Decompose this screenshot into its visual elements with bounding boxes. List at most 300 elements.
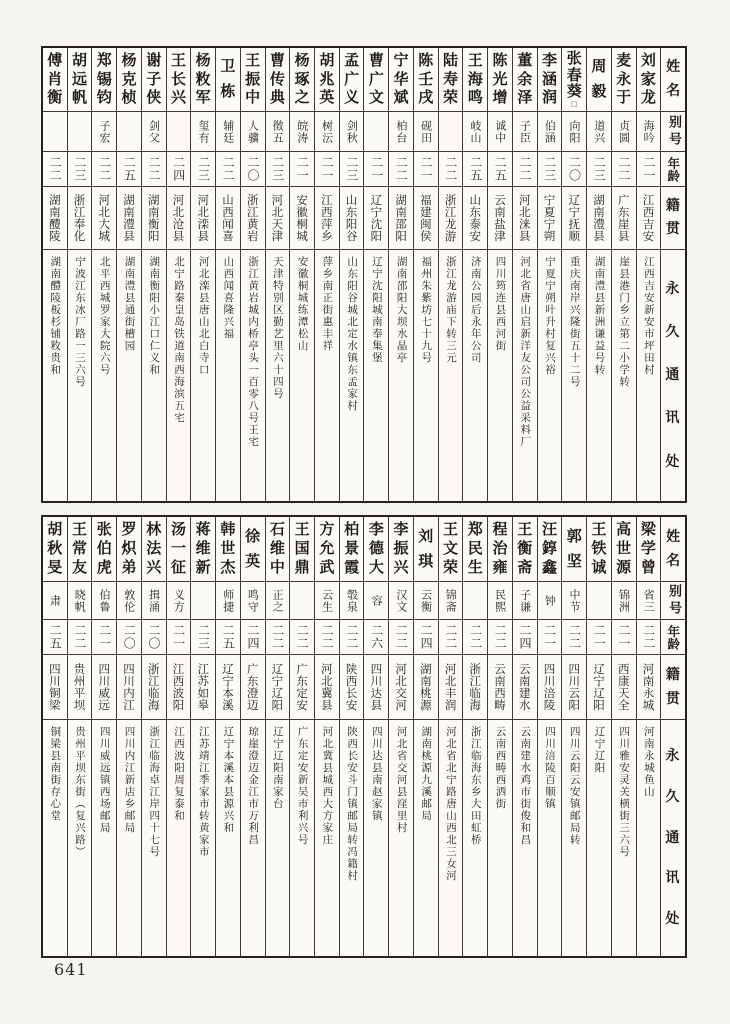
address-cell: 浙江黄岩城内桥亭头一百零八号王宅 (247, 256, 260, 448)
char: 润 (541, 88, 557, 107)
char: 李 (368, 520, 384, 539)
address-cell: 四川雅安灵关横街三六号 (618, 726, 631, 858)
char: 衡 (517, 539, 533, 558)
native-place-cell: 江苏如皋 (191, 655, 215, 720)
char: 秋 (47, 539, 63, 558)
native-place-cell: 云南建水 (513, 655, 537, 720)
address-cell: 江西吉安新安市坪田村 (642, 256, 655, 376)
char: 鼎 (294, 558, 310, 577)
address-cell: 湖南邵阳大坝水晶亭 (395, 256, 408, 364)
char: 敉 (195, 69, 211, 88)
alias-cell: 彀泉 (340, 582, 364, 620)
char: 郑 (467, 520, 483, 539)
char: 姓 (666, 59, 681, 76)
name-cell (414, 48, 438, 112)
char: 新 (195, 558, 211, 577)
age-cell: 二三 (191, 152, 215, 187)
alias-cell: 鸣守 (241, 582, 265, 620)
char: 张 (566, 48, 582, 67)
address-cell: 山西闻喜隆兴福 (222, 256, 235, 340)
char: 英 (245, 551, 261, 570)
address-cell: 辽宁本溪本县源兴和 (222, 726, 235, 834)
name-cell (167, 517, 191, 582)
char: 罗 (121, 520, 137, 539)
char: 籍 (665, 197, 681, 214)
age-cell: 二一 (92, 620, 116, 655)
char: 之 (294, 88, 310, 107)
name-cell (92, 517, 116, 582)
char: 胡 (319, 50, 335, 69)
age-cell: 二二 (290, 620, 314, 655)
address-cell: 河北省交河县窪里村 (395, 726, 408, 834)
native-place-cell: 湖南醴陵 (43, 187, 67, 250)
char: 久 (665, 788, 681, 805)
page-number: 641 (54, 960, 88, 979)
name-cell (191, 48, 215, 112)
name-cell (439, 517, 463, 582)
person-column (537, 517, 562, 956)
native-place-cell: 辽宁辽阳 (266, 655, 290, 720)
char: 兆 (319, 69, 335, 88)
native-place-cell: 广东定安 (290, 655, 314, 720)
address-cell: 山东阳谷城北定水镇东孟家村 (346, 256, 359, 412)
alias-cell: 皖涛 (290, 112, 314, 152)
alias-cell: 晓帆 (68, 582, 92, 620)
char: 于 (616, 88, 632, 107)
char: 兴 (170, 88, 186, 107)
address-cell: 河南永城鱼山 (642, 726, 655, 798)
person-column (561, 48, 586, 501)
char: 杨 (121, 50, 137, 69)
name-cell (538, 48, 562, 112)
person-column (586, 48, 611, 501)
char: 王 (467, 50, 483, 69)
char: 诚 (591, 558, 607, 577)
char: 姓 (666, 528, 681, 545)
native-place-cell: 四川铜梁 (43, 655, 67, 720)
char: 生 (467, 558, 483, 577)
char: 王 (443, 520, 459, 539)
person-column (215, 48, 240, 501)
char: 孟 (344, 50, 360, 69)
char: 蒋 (195, 520, 211, 539)
address-cell: 辽宁辽阳 (593, 726, 606, 774)
name-cell (389, 48, 413, 112)
char: 王 (294, 520, 310, 539)
person-column (43, 48, 67, 501)
person-column (537, 48, 562, 501)
char: 光 (492, 69, 508, 88)
person-column (363, 48, 388, 501)
age-cell: 二二 (463, 620, 487, 655)
address-cell: 天津特别区勤艺里六十四号 (271, 256, 284, 400)
alias-cell: 徵五 (266, 112, 290, 152)
age-cell: 二二 (315, 620, 339, 655)
native-place-cell: 云南西畴 (488, 655, 512, 720)
person-column (265, 517, 290, 956)
char: 处 (665, 453, 681, 470)
native-place-cell: 西康天全 (612, 655, 636, 720)
char: 华 (393, 69, 409, 88)
char: 文 (443, 539, 459, 558)
header-alias: 别号 (661, 112, 685, 152)
native-place-cell: 江西波阳 (167, 655, 191, 720)
char: 侠 (146, 88, 162, 107)
small-annotation-mark: □ (570, 100, 578, 108)
name-cell (364, 517, 388, 582)
age-cell: 二四 (513, 620, 537, 655)
native-place-cell: 河北滦县 (191, 187, 215, 250)
name-cell (637, 517, 661, 582)
char: 汤 (170, 520, 186, 539)
char: 法 (146, 539, 162, 558)
char: 子 (146, 69, 162, 88)
age-cell: 二〇 (117, 620, 141, 655)
person-column (611, 48, 636, 501)
age-cell: 二一 (414, 152, 438, 187)
address-cell: 浙江临海东乡大田虹桥 (469, 726, 482, 846)
age-cell: 二二 (612, 152, 636, 187)
native-place-cell: 河北大城 (92, 187, 116, 250)
native-place-cell: 湖南桃源 (414, 655, 438, 720)
char: 梁 (640, 520, 656, 539)
char: 王 (245, 50, 261, 69)
address-cell: 琼崖澄迈金江市万利昌 (247, 726, 260, 846)
age-cell: 二五 (43, 620, 67, 655)
name-cell (637, 48, 661, 112)
native-place-cell: 辽宁辽阳 (587, 655, 611, 720)
char: 帆 (72, 88, 88, 107)
char: 名 (666, 552, 681, 569)
address-cell: 四川涪陵百顺镇 (543, 726, 556, 810)
char: 英 (319, 88, 335, 107)
alias-cell: 子宏 (92, 112, 116, 152)
char: 义 (344, 88, 360, 107)
name-cell (117, 48, 141, 112)
char: 杨 (195, 50, 211, 69)
address-cell: 浙江临海卓江岸四十七号 (148, 726, 161, 858)
name-cell (216, 517, 240, 582)
char: 徐 (245, 526, 261, 545)
char: 王 (72, 520, 88, 539)
native-place-cell: 四川内江 (117, 655, 141, 720)
char: 桢 (121, 88, 137, 107)
char: 广 (344, 69, 360, 88)
address-cell: 广东定安新吴市利兴号 (296, 726, 309, 846)
char: 传 (269, 69, 285, 88)
char: 中 (269, 558, 285, 577)
person-column (67, 517, 92, 956)
person-column (141, 48, 166, 501)
name-cell (488, 517, 512, 582)
name-cell (562, 517, 586, 582)
char: 霞 (344, 558, 360, 577)
header-alias: 别号 (661, 582, 685, 620)
native-place-cell: 浙江龙游 (439, 187, 463, 250)
address-cell: 萍乡南正街惠丰祥 (321, 256, 334, 352)
char: 杰 (220, 558, 236, 577)
char: 处 (665, 911, 681, 928)
char: 典 (269, 88, 285, 107)
age-cell: 二二 (340, 620, 364, 655)
name-cell (315, 48, 339, 112)
char: 克 (121, 69, 137, 88)
char: 中 (245, 88, 261, 107)
name-cell (266, 517, 290, 582)
person-column (462, 48, 487, 501)
name-cell (43, 517, 67, 582)
char: 余 (517, 69, 533, 88)
person-column (339, 48, 364, 501)
header-name (661, 48, 685, 112)
native-place-cell: 辽宁抚顺 (562, 187, 586, 250)
char: 治 (492, 539, 508, 558)
alias-cell (364, 112, 388, 152)
alias-cell (587, 582, 611, 620)
age-cell: 二〇 (142, 620, 166, 655)
address-cell: 四川达县南赵家镇 (370, 726, 383, 822)
char: 家 (640, 69, 656, 88)
age-cell: 二三 (68, 152, 92, 187)
char: 维 (269, 539, 285, 558)
alias-cell (68, 112, 92, 152)
char: 斋 (517, 558, 533, 577)
person-column (190, 517, 215, 956)
char: 春 (566, 65, 582, 84)
native-place-cell: 贵州平坝 (68, 655, 92, 720)
age-cell: 二五 (488, 152, 512, 187)
name-cell (562, 48, 586, 112)
person-column (166, 48, 191, 501)
address-cell: 浙江龙游庙下转三元 (445, 256, 458, 364)
native-place-cell: 湖南衡阳 (142, 187, 166, 250)
char: 曾 (640, 558, 656, 577)
person-column (363, 517, 388, 956)
directory-table-top (41, 46, 687, 503)
native-place-cell: 山东阳谷 (340, 187, 364, 250)
alias-cell: 辅廷 (216, 112, 240, 152)
char: 文 (368, 88, 384, 107)
alias-cell (167, 112, 191, 152)
char: 一 (170, 539, 186, 558)
char: 斌 (393, 88, 409, 107)
char: 籍 (665, 666, 681, 683)
char: 程 (492, 520, 508, 539)
char: 周 (591, 57, 607, 76)
age-cell: 二二 (488, 620, 512, 655)
char: 胡 (47, 520, 63, 539)
char: 石 (269, 520, 285, 539)
alias-cell: 锦洲 (612, 582, 636, 620)
name-cell (340, 517, 364, 582)
age-cell: 二〇 (241, 152, 265, 187)
header-name (661, 517, 685, 582)
native-place-cell: 山东泰安 (463, 187, 487, 250)
alias-cell: 钟 (538, 582, 562, 620)
name-cell (216, 48, 240, 112)
native-place-cell: 浙江奉化 (68, 187, 92, 250)
name-cell (463, 517, 487, 582)
age-cell: 二五 (216, 620, 240, 655)
native-place-cell: 湖南邵阳 (389, 187, 413, 250)
name-cell (117, 517, 141, 582)
name-cell (142, 517, 166, 582)
person-column (462, 517, 487, 956)
char: 长 (170, 69, 186, 88)
char: 虎 (96, 558, 112, 577)
person-column (314, 517, 339, 956)
name-cell (612, 48, 636, 112)
person-column (413, 517, 438, 956)
alias-cell: 向阳 (562, 112, 586, 152)
person-column (289, 48, 314, 501)
char: 张 (96, 520, 112, 539)
alias-cell (191, 582, 215, 620)
char: 王 (517, 520, 533, 539)
char: 谢 (146, 50, 162, 69)
age-cell: 二二 (142, 152, 166, 187)
person-column (512, 48, 537, 501)
age-cell: 二二 (389, 152, 413, 187)
address-cell: 江西波阳周复泰和 (172, 726, 185, 822)
char: 王 (591, 520, 607, 539)
alias-cell: 锦斋 (439, 582, 463, 620)
name-cell (241, 48, 265, 112)
name-cell (142, 48, 166, 112)
char: 韩 (220, 520, 236, 539)
char: 旻 (47, 558, 63, 577)
char: 弟 (121, 558, 137, 577)
name-cell (191, 517, 215, 582)
age-cell: 二二 (637, 620, 661, 655)
address-cell: 辽宁辽阳南家台 (271, 726, 284, 810)
person-column (438, 48, 463, 501)
address-cell: 北平西城罗家大院六号 (98, 256, 111, 376)
name-cell (315, 517, 339, 582)
char: 坚 (566, 551, 582, 570)
age-cell: 二三 (538, 152, 562, 187)
char: 武 (319, 558, 335, 577)
name-cell (488, 48, 512, 112)
char: 久 (665, 323, 681, 340)
age-cell: 二五 (463, 152, 487, 187)
name-cell (587, 48, 611, 112)
char: 荣 (443, 558, 459, 577)
char: 麦 (616, 50, 632, 69)
alias-cell: 柏台 (389, 112, 413, 152)
header-native-place (661, 655, 685, 720)
age-cell: 二一 (612, 620, 636, 655)
name-cell (68, 517, 92, 582)
person-column (438, 517, 463, 956)
char: 军 (195, 88, 211, 107)
age-cell: 二二 (513, 152, 537, 187)
char: 贯 (665, 690, 681, 707)
char: 常 (72, 539, 88, 558)
address-cell: 河北省唐山启新洋友公司公益采料厂 (519, 256, 532, 448)
person-column (215, 517, 240, 956)
char: 炽 (121, 539, 137, 558)
age-cell: 二一 (315, 152, 339, 187)
alias-cell: 人骥 (241, 112, 265, 152)
name-cell (587, 517, 611, 582)
alias-cell: 容 (364, 582, 388, 620)
alias-cell (463, 582, 487, 620)
header-column (660, 48, 685, 501)
age-cell: 二三 (191, 620, 215, 655)
name-cell (290, 48, 314, 112)
char: 方 (319, 520, 335, 539)
age-cell: 二一 (290, 152, 314, 187)
name-cell (414, 517, 438, 582)
char: 永 (665, 280, 681, 297)
person-column (636, 517, 661, 956)
address-cell: 济南公园后永年公司 (469, 256, 482, 364)
char: 允 (319, 539, 335, 558)
char: 伯 (96, 539, 112, 558)
native-place-cell: 四川达县 (364, 655, 388, 720)
alias-cell: 道兴 (587, 112, 611, 152)
char: 贯 (665, 221, 681, 238)
person-column (141, 517, 166, 956)
char: 壬 (418, 69, 434, 88)
person-column (91, 48, 116, 501)
name-cell (513, 517, 537, 582)
alias-cell: 敦伦 (117, 582, 141, 620)
char: 龙 (640, 88, 656, 107)
native-place-cell: 湖南澧县 (117, 187, 141, 250)
native-place-cell: 广东澄迈 (241, 655, 265, 720)
alias-cell: 云衡 (414, 582, 438, 620)
address-cell: 铜梁县南街存心堂 (49, 726, 62, 822)
age-cell: 二四 (241, 620, 265, 655)
alias-cell: 贞圆 (612, 112, 636, 152)
char: 毅 (591, 82, 607, 101)
native-place-cell: 河北丰润 (439, 655, 463, 720)
alias-cell: 伯涵 (538, 112, 562, 152)
alias-cell: 云生 (315, 582, 339, 620)
address-cell: 安徽桐城练潭松山 (296, 256, 309, 352)
char: 雍 (492, 558, 508, 577)
char: 德 (368, 539, 384, 558)
address-cell: 河北冀县城西大方家庄 (321, 726, 334, 846)
address-cell: 河北省北宁路唐山西北三女河 (445, 726, 458, 882)
alias-cell: 义方 (167, 582, 191, 620)
alias-cell: 揖涌 (142, 582, 166, 620)
native-place-cell: 江西吉安 (637, 187, 661, 250)
char: 李 (541, 50, 557, 69)
native-place-cell: 浙江临海 (142, 655, 166, 720)
name-cell (439, 48, 463, 112)
char: 景 (344, 539, 360, 558)
native-place-cell: 江西萍乡 (315, 187, 339, 250)
header-column (660, 517, 685, 956)
native-place-cell: 广东崖县 (612, 187, 636, 250)
char: 讯 (665, 410, 681, 427)
char: 鑫 (541, 558, 557, 577)
char: 肖 (47, 69, 63, 88)
alias-cell: 玺有 (191, 112, 215, 152)
char: 刘 (418, 526, 434, 545)
char: 鸣 (467, 88, 483, 107)
age-cell: 二五 (117, 152, 141, 187)
address-cell: 湖南醴陵板杉铺敉贵和 (49, 256, 62, 376)
address-cell: 陕西长安斗门镇邮局转冯籍村 (346, 726, 359, 882)
directory-table-bottom (41, 515, 687, 958)
native-place-cell: 河北沧县 (167, 187, 191, 250)
person-column (586, 517, 611, 956)
person-column (190, 48, 215, 501)
